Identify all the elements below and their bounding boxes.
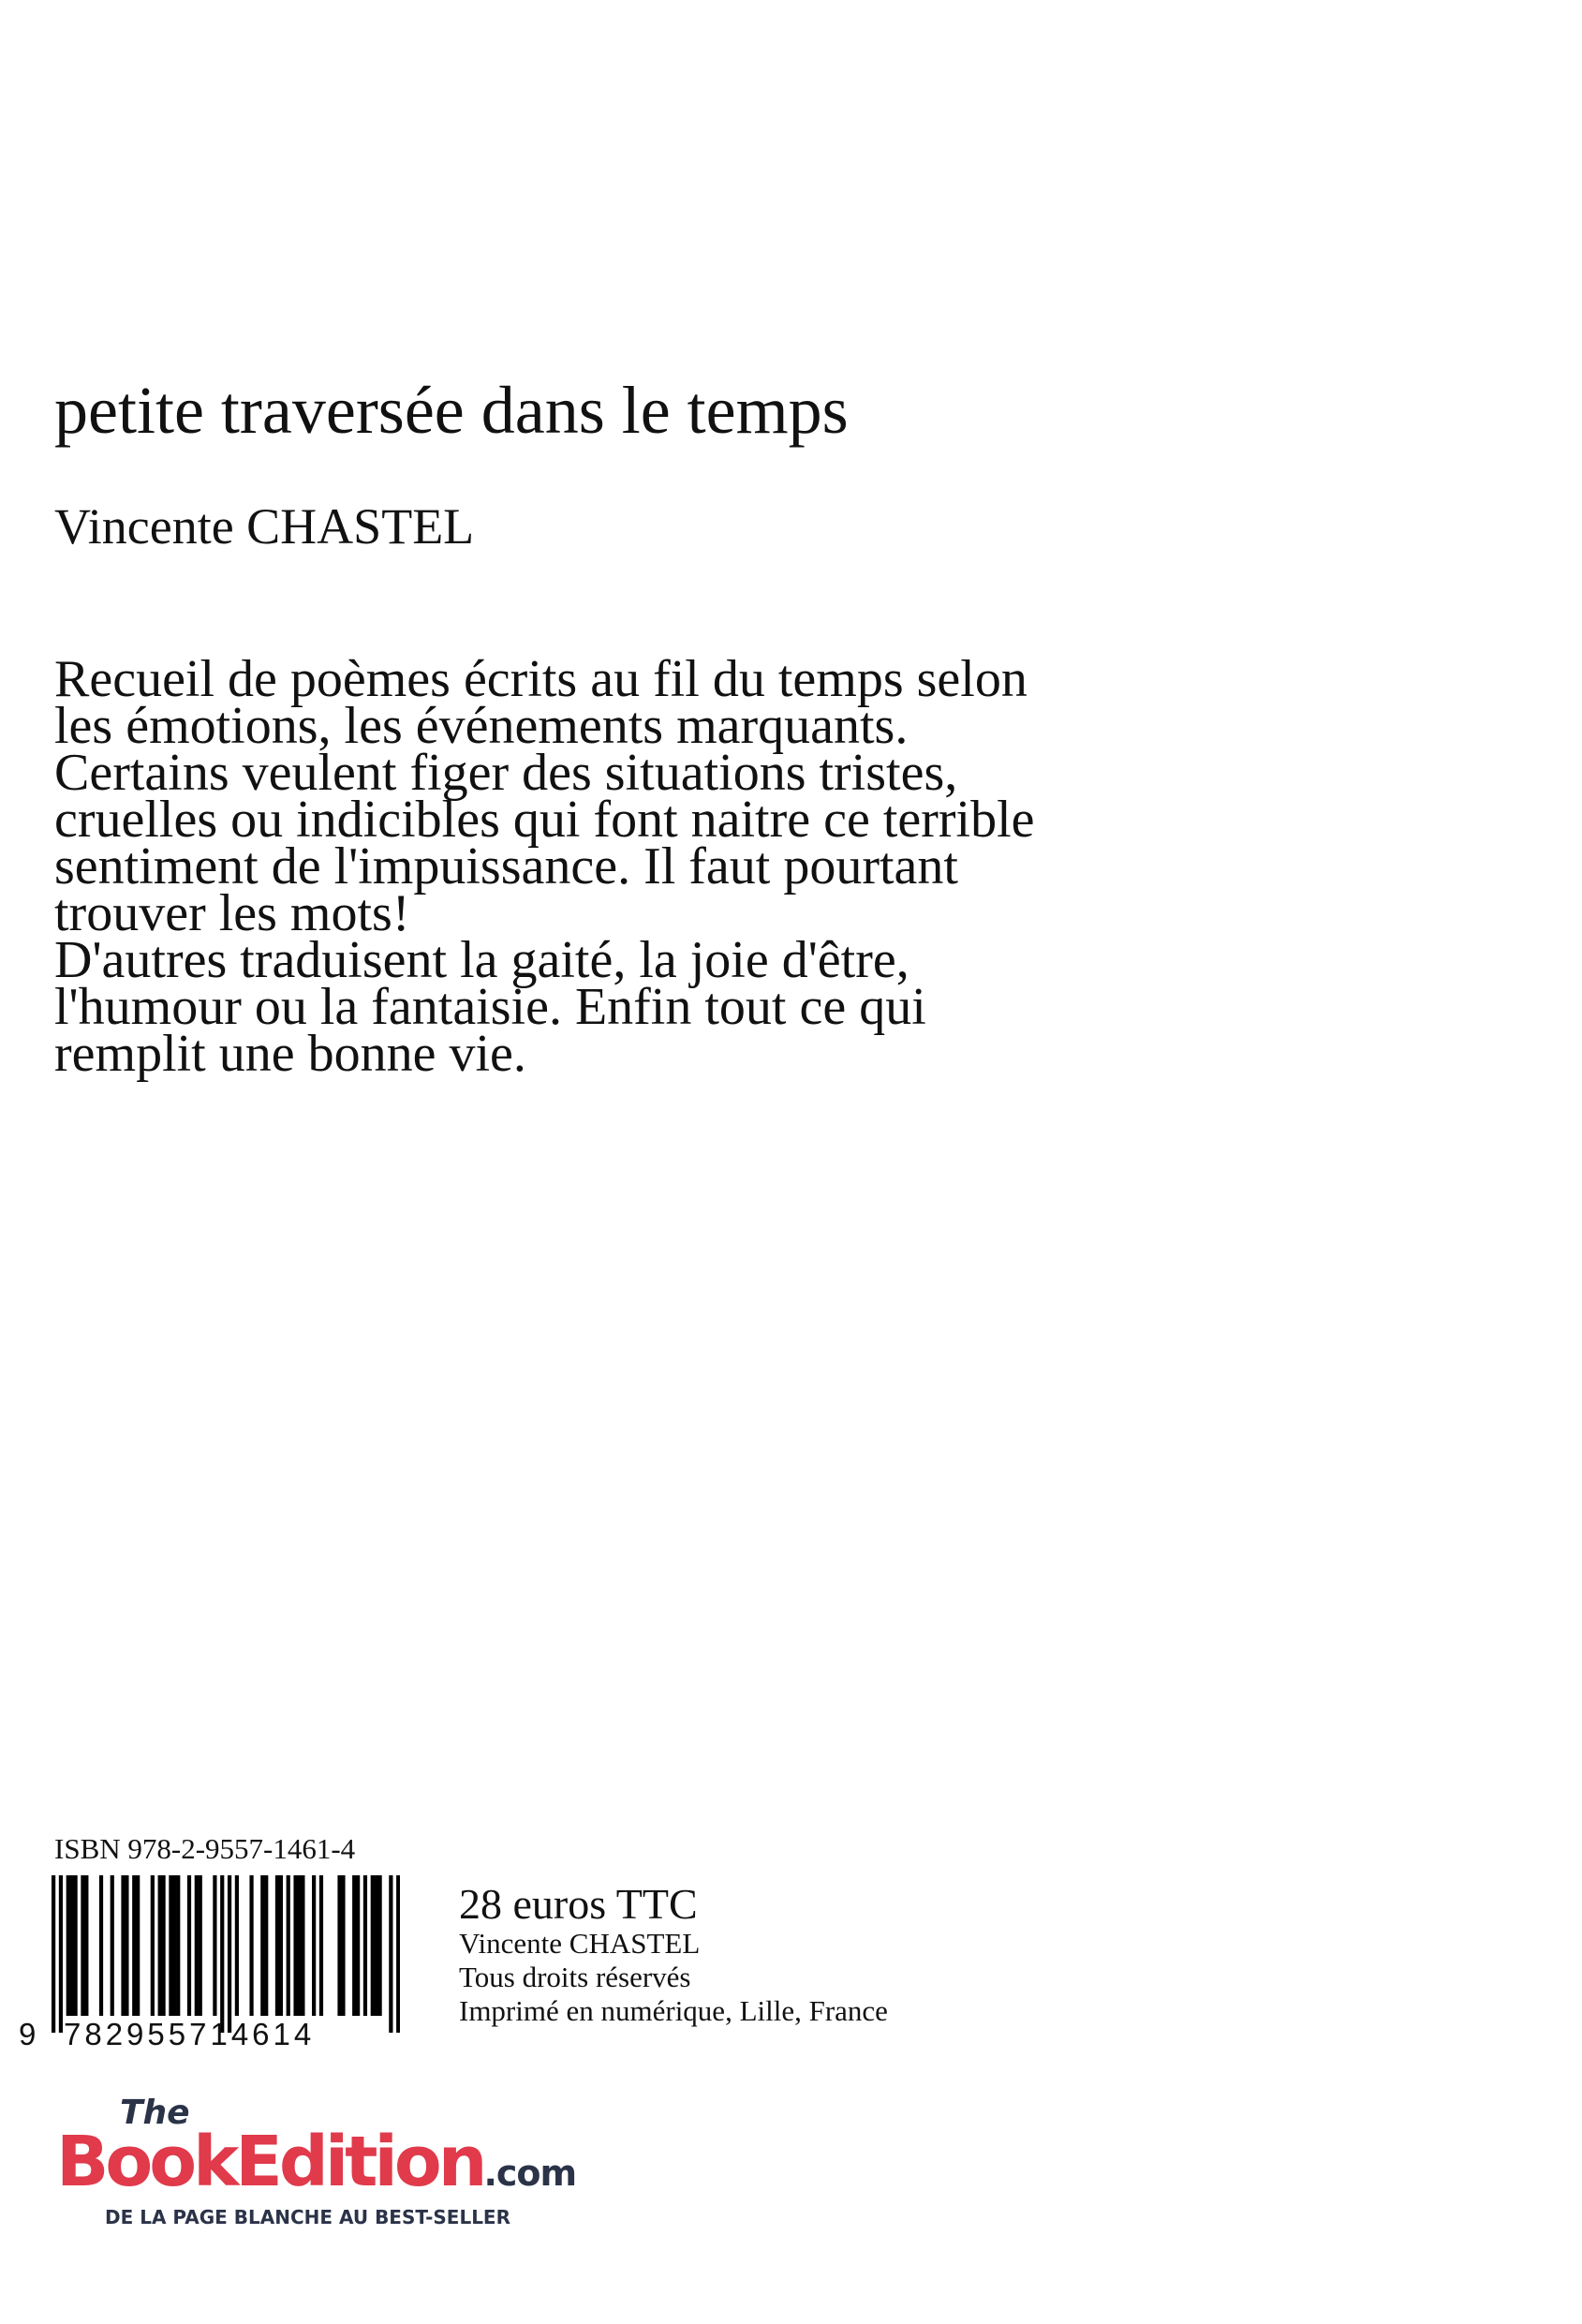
barcode-bar: [220, 1875, 224, 2033]
barcode-bar: [293, 1875, 297, 2016]
barcode-bar: [275, 1875, 279, 2016]
barcode-bar: [172, 1875, 176, 2016]
barcode-bar: [260, 1875, 264, 2016]
barcode-bar: [287, 1875, 290, 2016]
barcode-bar: [169, 1875, 172, 2016]
barcode-bar: [121, 1875, 125, 2016]
barcode-bar: [356, 1875, 360, 2016]
barcode-bar: [125, 1875, 128, 2016]
barcode-bar: [337, 1875, 341, 2016]
summary-line: remplit une bonne vie.: [54, 1025, 526, 1083]
barcode-bar: [161, 1875, 165, 2016]
barcode-lead-digit: 9: [19, 2017, 40, 2051]
barcode-bar: [81, 1875, 84, 2016]
isbn-label: ISBN 978-2-9557-1461-4: [54, 1832, 356, 1865]
barcode-bar: [235, 1875, 239, 2016]
back-cover-summary: [54, 650, 1272, 1083]
book-title: petite traversée dans le temps: [54, 373, 849, 448]
imprint-author: Vincente CHASTEL: [459, 1927, 701, 1960]
barcode-bar: [375, 1875, 378, 2016]
barcode-digits: [19, 2014, 403, 2055]
price: 28 euros TTC: [459, 1880, 698, 1928]
barcode-number: 782955714614: [64, 2017, 316, 2051]
barcode-bar: [187, 1875, 191, 2016]
barcode-bar: [228, 1875, 231, 2033]
summary-line: l'humour ou la fantaisie. Enfin tout ce qui: [54, 978, 926, 1036]
barcode-bar: [264, 1875, 268, 2016]
barcode-bar: [67, 1875, 70, 2016]
barcode-bar: [176, 1875, 180, 2016]
logo-domain: .com: [483, 2153, 577, 2194]
barcode-bar: [199, 1875, 202, 2016]
book-author: Vincente CHASTEL: [54, 498, 475, 555]
barcode-bar: [99, 1875, 103, 2016]
summary-line: les émotions, les événements marquants.: [54, 697, 909, 755]
logo-brand-name: BookEdition: [56, 2122, 484, 2202]
barcode-bar: [158, 1875, 162, 2016]
barcode-bar: [389, 1875, 392, 2033]
barcode-bar: [136, 1875, 140, 2016]
barcode-bar: [195, 1875, 199, 2016]
imprint-rights: Tous droits réservés: [459, 1961, 691, 1993]
summary-line: cruelles ou indicibles qui font naitre ce terrible: [54, 791, 1035, 849]
summary-line: trouver les mots!: [54, 884, 410, 942]
imprint-printed: Imprimé en numérique, Lille, France: [459, 1994, 888, 2027]
barcode-bar: [297, 1875, 301, 2016]
barcode-bar: [132, 1875, 136, 2016]
summary-line: D'autres traduisent la gaité, la joie d'être,: [54, 931, 909, 989]
barcode-bar: [371, 1875, 375, 2016]
barcode-bar: [84, 1875, 88, 2016]
barcode-bar: [341, 1875, 345, 2016]
barcode-bar: [52, 1875, 55, 2033]
barcode-bar: [396, 1875, 400, 2033]
summary-line: Certains veulent figer des situations tristes,: [54, 744, 958, 802]
barcode-bar: [111, 1875, 114, 2016]
barcode-bar: [70, 1875, 74, 2016]
barcode: [52, 1875, 400, 2033]
barcode-bar: [213, 1875, 216, 2016]
logo-brand: [56, 2122, 576, 2202]
barcode-bar: [378, 1875, 382, 2016]
logo-tagline: DE LA PAGE BLANCHE AU BEST-SELLER: [105, 2206, 510, 2228]
barcode-bar: [352, 1875, 356, 2016]
summary-line: Recueil de poèmes écrits au fil du temps selon: [54, 650, 1028, 708]
summary-line: sentiment de l'impuissance. Il faut pourtant: [54, 837, 958, 896]
barcode-bar: [319, 1875, 323, 2016]
imprint-block: [459, 1927, 888, 2028]
publisher-logo: [56, 2094, 618, 2228]
barcode-bar: [59, 1875, 63, 2033]
barcode-bar: [301, 1875, 304, 2016]
barcode-bar: [363, 1875, 367, 2016]
logo-the: The: [120, 2094, 190, 2132]
barcode-bar: [279, 1875, 283, 2016]
barcode-bar: [73, 1875, 77, 2016]
barcode-bar: [312, 1875, 316, 2016]
barcode-bar: [249, 1875, 253, 2016]
barcode-bar: [151, 1875, 155, 2016]
